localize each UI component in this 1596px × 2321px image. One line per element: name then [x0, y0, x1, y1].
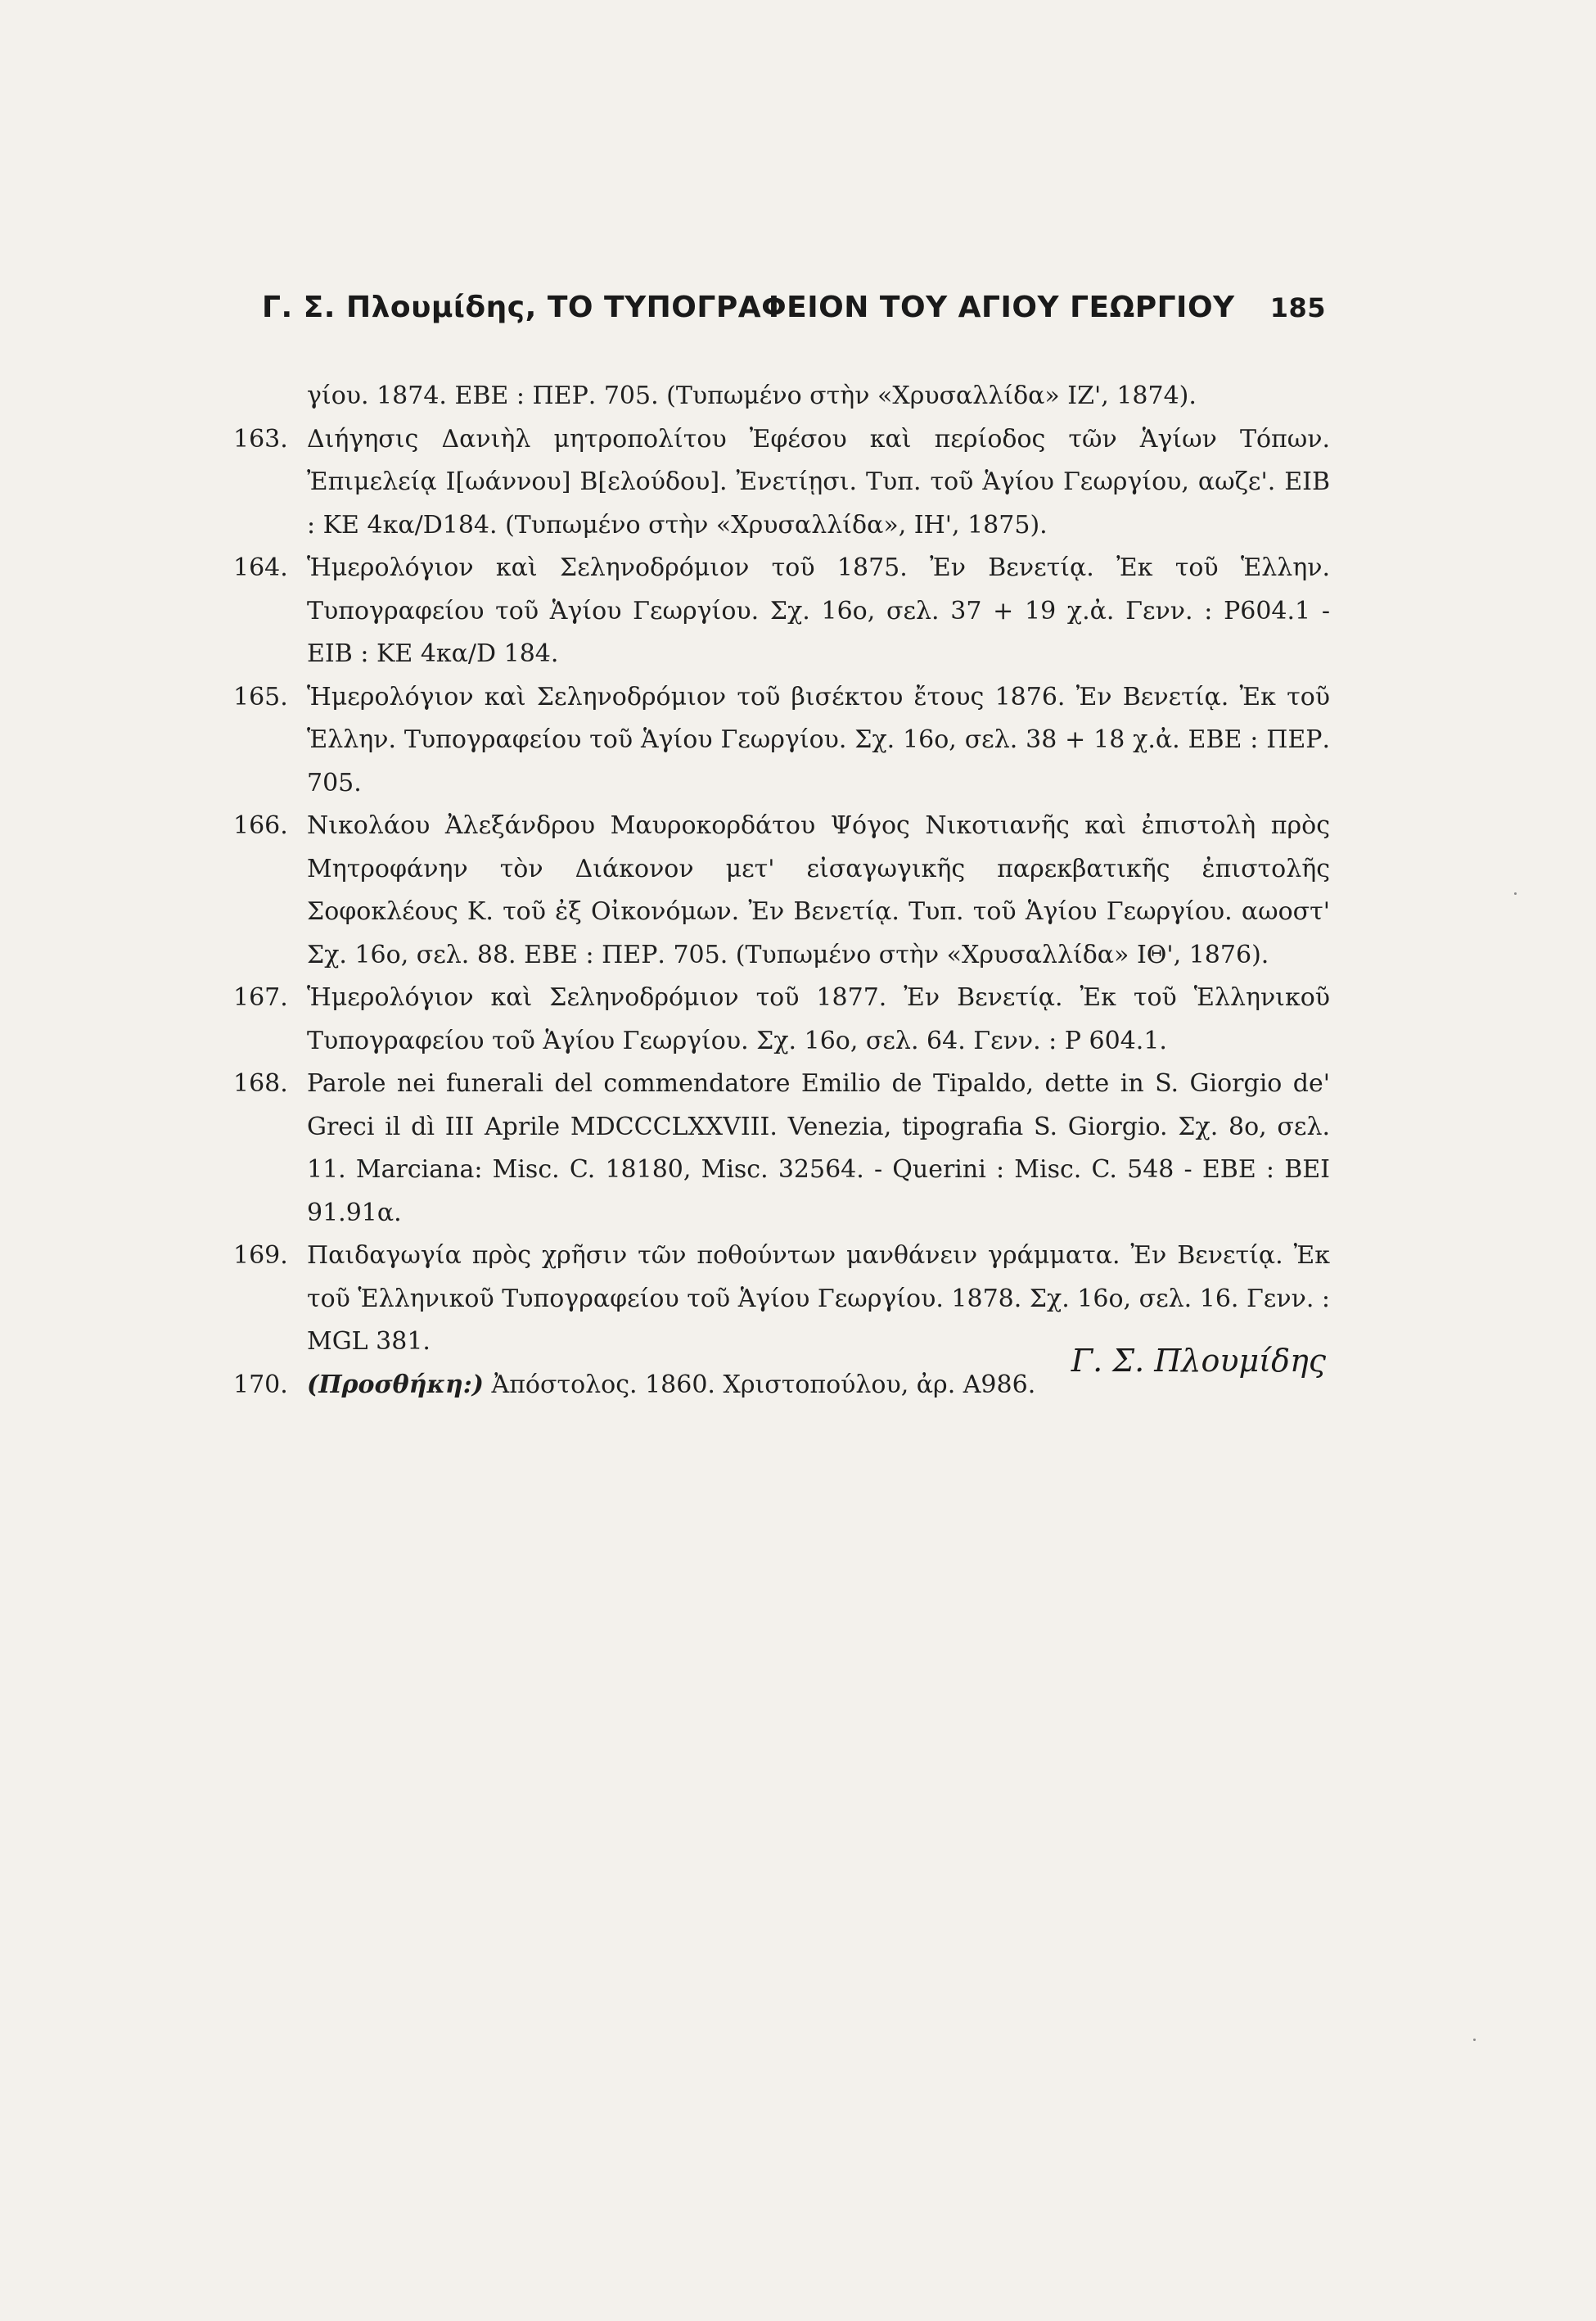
entry-number: 163.	[233, 424, 288, 454]
entry-number: 165.	[233, 682, 288, 711]
entry-text: Διήγησις Δανιὴλ μητροπολίτου Ἐφέσου καὶ περίοδος τῶν Ἁγίων Τόπων. Ἐπιμελείᾳ Ι[ωάννου] Β[ελούδου]. Ἐνετίῃσι. Τυπ. τοῦ Ἁγίου Γεωργίου, αωζε'. ΕΙΒ : ΚΕ 4κα/D184. (Τυπωμένο στὴν «Χρυσαλλίδα», ΙΗ', 1875).	[307, 424, 1330, 540]
paper-speck	[1473, 2039, 1476, 2041]
entry-number: 166.	[233, 811, 288, 840]
entry-number: 170.	[233, 1370, 288, 1399]
page-number: 185	[1269, 292, 1326, 323]
entry-text: Παιδαγωγία πρὸς χρῆσιν τῶν ποθούντων μανθάνειν γράμματα. Ἐν Βενετίᾳ. Ἐκ τοῦ Ἑλληνικοῦ Τυπογραφείου τοῦ Ἁγίου Γεωργίου. 1878. Σχ. 16ο, σελ. 16. Γενν. : MGL 381.	[307, 1241, 1330, 1356]
entry-text: Ἀπόστολος. 1860. Χριστοπούλου, ἀρ. Α986.	[484, 1370, 1036, 1399]
entry-number: 169.	[233, 1241, 288, 1270]
entry-number: 167.	[233, 983, 288, 1012]
entry-text: Ἡμερολόγιον καὶ Σεληνοδρόμιον τοῦ 1875. Ἐν Βενετίᾳ. Ἐκ τοῦ Ἑλλην. Τυπογραφείου τοῦ Ἁγίου Γεωργίου. Σχ. 16ο, σελ. 37 + 19 χ.ἀ. Γενν. : Ρ604.1 - ΕΙΒ : ΚΕ 4κα/D 184.	[307, 553, 1330, 668]
bibliography-entry	[233, 547, 1330, 676]
addition-label: (Προσθήκη:)	[307, 1370, 485, 1399]
author-signature: Γ. Σ. Πλουμίδης	[1071, 1343, 1326, 1379]
bibliography-list	[233, 375, 1330, 1407]
running-head	[262, 291, 1326, 332]
bibliography-entry	[233, 1063, 1330, 1235]
paper-speck	[1514, 892, 1517, 895]
entry-continuation: γίου. 1874. ΕΒΕ : ΠΕΡ. 705. (Τυπωμένο στὴν «Χρυσαλλίδα» ΙΖ', 1874).	[307, 382, 1197, 410]
bibliography-entry	[233, 418, 1330, 548]
running-title: Γ. Σ. Πλουμίδης, ΤΟ ΤΥΠΟΓΡΑΦΕΙΟΝ ΤΟΥ ΑΓΙΟΥ ΓΕΩΡΓΙΟΥ	[262, 291, 1235, 324]
entry-text: Parole nei funerali del commendatore Emilio de Tipaldo, dette in S. Giorgio de' Greci il dì III Aprile MDCCCLXXVIII. Venezia, tipografia S. Giorgio. Σχ. 8ο, σελ. 11. Marciana: Misc. C. 18180, Misc. 32564. - Querini : Misc. C. 548 - ΕΒΕ : ΒΕΙ 91.91α.	[307, 1069, 1330, 1227]
bibliography-entry	[233, 676, 1330, 806]
bibliography-entry	[233, 977, 1330, 1063]
entry-text: Ἡμερολόγιον καὶ Σεληνοδρόμιον τοῦ 1877. Ἐν Βενετίᾳ. Ἐκ τοῦ Ἑλληνικοῦ Τυπογραφείου τοῦ Ἁγίου Γεωργίου. Σχ. 16ο, σελ. 64. Γενν. : Ρ 604.1.	[307, 983, 1330, 1055]
entry-number: 164.	[233, 553, 288, 582]
entry-text: Ἡμερολόγιον καὶ Σεληνοδρόμιον τοῦ βισέκτου ἔτους 1876. Ἐν Βενετίᾳ. Ἐκ τοῦ Ἑλλην. Τυπογραφείου τοῦ Ἁγίου Γεωργίου. Σχ. 16ο, σελ. 38 + 18 χ.ἀ. ΕΒΕ : ΠΕΡ. 705.	[307, 682, 1330, 797]
entry-number: 168.	[233, 1069, 288, 1098]
entry-text: Νικολάου Ἀλεξάνδρου Μαυροκορδάτου Ψόγος Νικοτιανῆς καὶ ἐπιστολὴ πρὸς Μητροφάνην τὸν Διάκονον μετ' εἰσαγωγικῆς παρεκβατικῆς ἐπιστολῆς Σοφοκλέους Κ. τοῦ ἐξ Οἰκονόμων. Ἐν Βενετίᾳ. Τυπ. τοῦ Ἁγίου Γεωργίου. αωοστ' Σχ. 16ο, σελ. 88. ΕΒΕ : ΠΕΡ. 705. (Τυπωμένο στὴν «Χρυσαλλίδα» ΙΘ', 1876).	[307, 811, 1330, 969]
bibliography-entry	[233, 805, 1330, 977]
